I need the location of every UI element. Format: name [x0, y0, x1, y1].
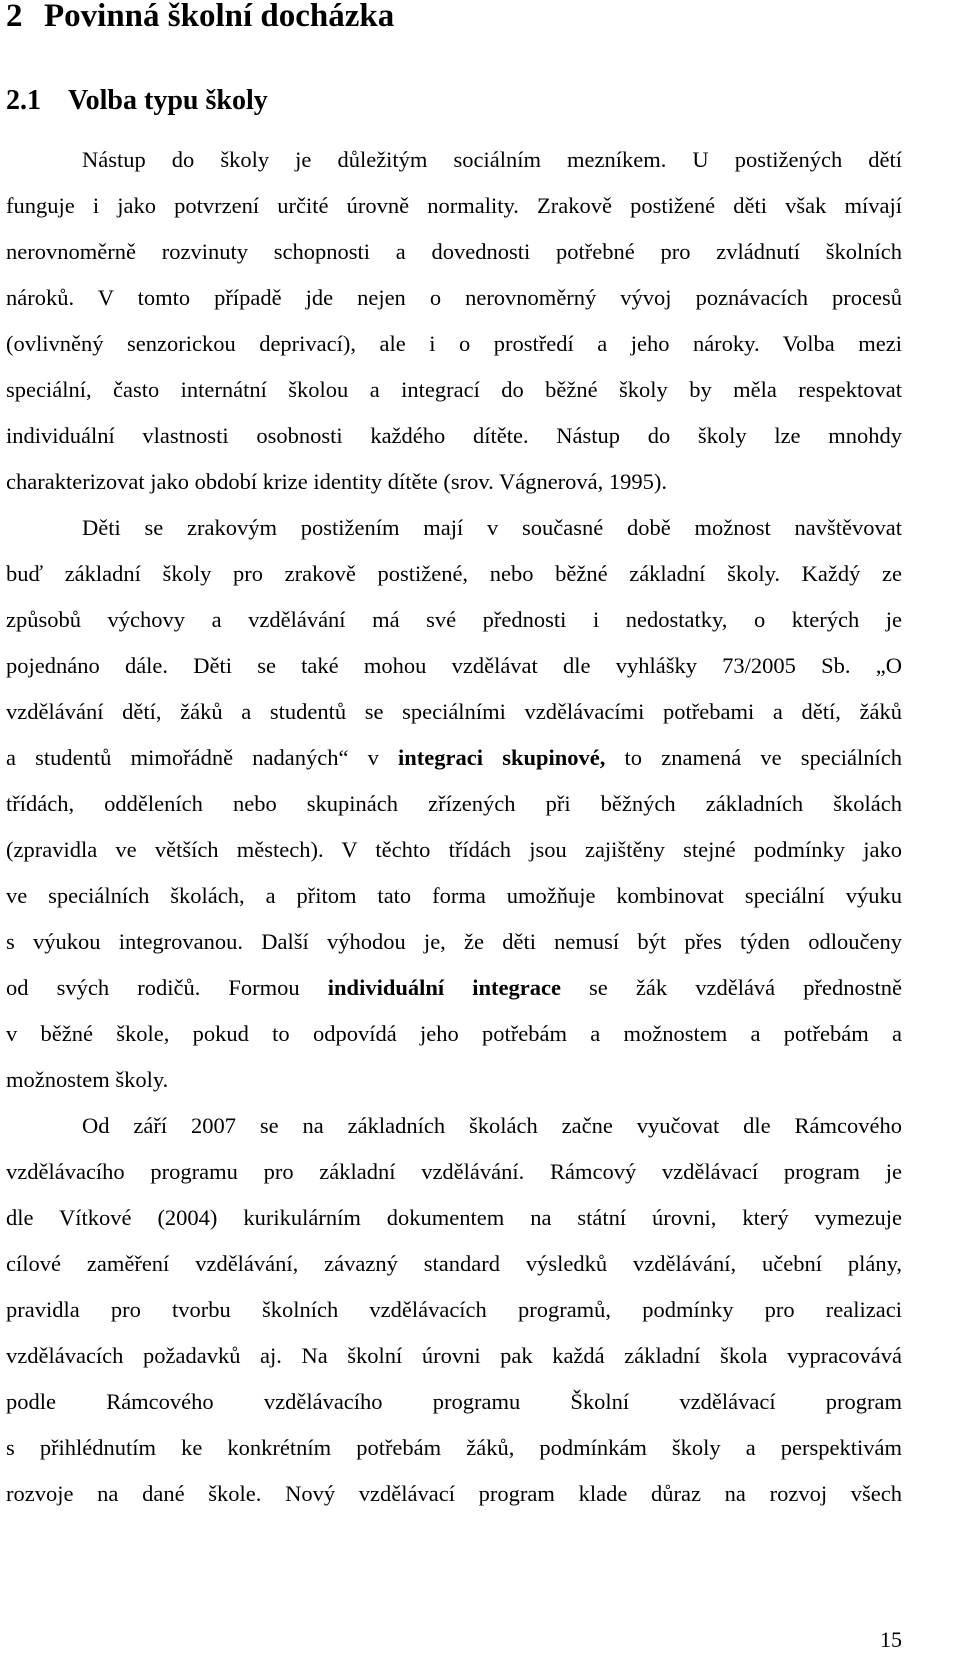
text-line: způsobů výchovy a vzdělávání má své přednosti i nedostatky, o kterých je: [6, 607, 902, 632]
text-run: od svých rodičů. Formou: [6, 975, 328, 1000]
text-line: ve speciálních školách, a přitom tato forma umožňuje kombinovat speciální výuku: [6, 883, 902, 908]
text-line: nerovnoměrně rozvinuty schopnosti a dovednosti potřebné pro zvládnutí školních: [6, 239, 902, 264]
text-line: možnostem školy.: [6, 1067, 169, 1092]
text-line: funguje i jako potvrzení určité úrovně normality. Zrakově postižené děti však mívají: [6, 193, 902, 218]
text-line: Nástup do školy je důležitým sociálním mezníkem. U postižených dětí: [82, 147, 902, 172]
text-line: podle Rámcového vzdělávacího programu Školní vzdělávací program: [6, 1389, 902, 1414]
text-line: buď základní školy pro zrakově postižené, nebo běžné základní školy. Každý ze: [6, 561, 902, 586]
text-line: (ovlivněný senzorickou deprivací), ale i o prostředí a jeho nároky. Volba mezi: [6, 331, 902, 356]
text-line: charakterizovat jako období krize identity dítěte (srov. Vágnerová, 1995).: [6, 469, 668, 494]
text-line: dle Vítkové (2004) kurikulárním dokumentem na státní úrovni, který vymezuje: [6, 1205, 902, 1230]
section-number: 2.1: [6, 85, 41, 116]
text-line: cílové zaměření vzdělávání, závazný standard výsledků vzdělávání, učební plány,: [6, 1251, 902, 1276]
text-line: pravidla pro tvorbu školních vzdělávacích programů, podmínky pro realizaci: [6, 1297, 902, 1322]
text-run: to znamená ve speciálních: [605, 745, 902, 770]
section-title: Volba typu školy: [68, 85, 268, 116]
chapter-title: Povinná školní docházka: [44, 0, 395, 34]
text-line: [6, 735, 902, 781]
chapter-heading: [6, 0, 394, 36]
text-run: a studentů mimořádně nadaných“ v: [6, 745, 399, 770]
text-line: třídách, odděleních nebo skupinách zřízených při běžných základních školách: [6, 791, 902, 816]
text-line: Od září 2007 se na základních školách začne vyučovat dle Rámcového: [82, 1113, 902, 1138]
text-line: v běžné škole, pokud to odpovídá jeho potřebám a možnostem a potřebám a: [6, 1021, 902, 1046]
text-line: [6, 965, 902, 1011]
bold-term: integraci skupinové,: [398, 745, 606, 770]
text-line: vzdělávání dětí, žáků a studentů se speciálními vzdělávacími potřebami a dětí, žáků: [6, 699, 902, 724]
page-number: 15: [880, 1627, 902, 1652]
text-line: pojednáno dále. Děti se také mohou vzdělávat dle vyhlášky 73/2005 Sb. „O: [6, 653, 902, 678]
chapter-number: 2: [6, 0, 23, 34]
text-line: Děti se zrakovým postižením mají v současné době možnost navštěvovat: [82, 515, 902, 540]
text-line: vzdělávacího programu pro základní vzdělávání. Rámcový vzdělávací program je: [6, 1159, 902, 1184]
text-line: speciální, často internátní školou a integrací do běžné školy by měla respektovat: [6, 377, 902, 402]
text-line: individuální vlastnosti osobnosti každého dítěte. Nástup do školy lze mnohdy: [6, 423, 902, 448]
text-run: se žák vzdělává přednostně: [560, 975, 903, 1000]
text-line: vzdělávacích požadavků aj. Na školní úrovni pak každá základní škola vypracovává: [6, 1343, 902, 1368]
text-line: nároků. V tomto případě jde nejen o nerovnoměrný vývoj poznávacích procesů: [6, 285, 902, 310]
section-heading: [6, 83, 268, 119]
text-line: (zpravidla ve větších městech). V těchto třídách jsou zajištěny stejné podmínky jako: [6, 837, 902, 862]
text-line: s výukou integrovanou. Další výhodou je, že děti nemusí být přes týden odloučeny: [6, 929, 902, 954]
text-line: rozvoje na dané škole. Nový vzdělávací program klade důraz na rozvoj všech: [6, 1481, 902, 1506]
bold-term: individuální integrace: [327, 975, 561, 1000]
text-line: s přihlédnutím ke konkrétním potřebám žáků, podmínkám školy a perspektivám: [6, 1435, 902, 1460]
